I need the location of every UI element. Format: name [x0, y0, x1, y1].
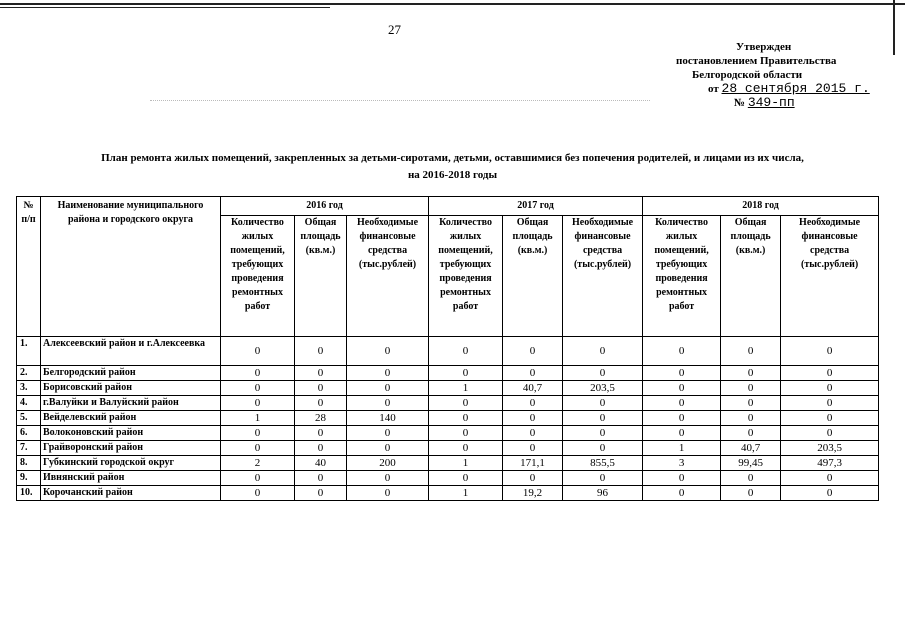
scan-edge-right-line [893, 0, 895, 55]
table-cell-value: 0 [295, 396, 347, 411]
table-cell-value: 203,5 [781, 441, 879, 456]
year-header-2017: 2017 год [429, 197, 643, 216]
table-cell-value: 0 [429, 426, 503, 441]
table-cell-value: 0 [347, 366, 429, 381]
approval-number-value: 349-пп [747, 95, 795, 110]
repair-plan-table [16, 196, 879, 501]
row-number: 4. [17, 396, 41, 411]
sub-header-funds-2017: Необходимые финансовые средства (тыс.рублей) [563, 216, 643, 337]
table-cell-value: 1 [429, 381, 503, 396]
table-cell-value: 0 [721, 411, 781, 426]
sub-header-area-2018: Общая площадь (кв.м.) [721, 216, 781, 337]
faint-dotted-line [150, 100, 650, 102]
approval-line-3: Белгородской области [692, 69, 803, 81]
table-cell-value: 40 [295, 456, 347, 471]
district-name: Алексеевский район и г.Алексеевка [41, 337, 221, 366]
approval-date-prefix: от [708, 83, 719, 95]
district-name: Корочанский район [41, 486, 221, 501]
table-cell-value: 1 [429, 486, 503, 501]
table-cell-value: 0 [347, 381, 429, 396]
table-cell-value: 0 [221, 426, 295, 441]
table-cell-value: 203,5 [563, 381, 643, 396]
row-number: 3. [17, 381, 41, 396]
row-number: 7. [17, 441, 41, 456]
row-number: 10. [17, 486, 41, 501]
table-cell-value: 0 [429, 337, 503, 366]
table-cell-value: 40,7 [503, 381, 563, 396]
table-row [17, 337, 879, 366]
table-cell-value: 0 [781, 337, 879, 366]
table-cell-value: 0 [221, 337, 295, 366]
table-cell-value: 0 [721, 426, 781, 441]
document-title-line-1: План ремонта жилых помещений, закрепленных за детьми-сиротами, детьми, оставшимися без попечения родителей, и лицами из их числа, [101, 152, 804, 164]
table-cell-value: 0 [721, 396, 781, 411]
table-cell-value: 0 [347, 426, 429, 441]
table-cell-value: 0 [221, 396, 295, 411]
table-row [17, 411, 879, 426]
sub-header-count-2016: Количество жилых помещений, требующих проведения ремонтных работ [221, 216, 295, 337]
col-header-name: Наименование муниципального района и городского округа [41, 197, 221, 337]
approval-line-1: Утвержден [736, 41, 792, 53]
year-header-2018: 2018 год [643, 197, 879, 216]
table-cell-value: 0 [643, 366, 721, 381]
table-cell-value: 0 [347, 486, 429, 501]
document-title [30, 150, 875, 184]
scan-edge-top-line [0, 3, 905, 5]
table-cell-value: 497,3 [781, 456, 879, 471]
table-row [17, 471, 879, 486]
table-row [17, 366, 879, 381]
table-cell-value: 0 [643, 396, 721, 411]
table-cell-value: 0 [721, 486, 781, 501]
district-name: Ивнянский район [41, 471, 221, 486]
table-cell-value: 0 [429, 441, 503, 456]
header-row-years [17, 197, 879, 216]
table-cell-value: 140 [347, 411, 429, 426]
table-cell-value: 0 [781, 381, 879, 396]
table-cell-value: 0 [295, 471, 347, 486]
table-cell-value: 0 [221, 441, 295, 456]
table-cell-value: 0 [643, 411, 721, 426]
sub-header-count-2017: Количество жилых помещений, требующих проведения ремонтных работ [429, 216, 503, 337]
table-row [17, 396, 879, 411]
table-cell-value: 0 [503, 471, 563, 486]
table-cell-value: 0 [347, 441, 429, 456]
district-name: г.Валуйки и Валуйский район [41, 396, 221, 411]
sub-header-count-2018: Количество жилых помещений, требующих проведения ремонтных работ [643, 216, 721, 337]
table-cell-value: 0 [563, 411, 643, 426]
table-cell-value: 0 [347, 337, 429, 366]
row-number: 2. [17, 366, 41, 381]
table-cell-value: 2 [221, 456, 295, 471]
table-cell-value: 0 [503, 411, 563, 426]
table-cell-value: 0 [643, 471, 721, 486]
table-cell-value: 0 [781, 426, 879, 441]
table-cell-value: 0 [295, 441, 347, 456]
table-cell-value: 0 [781, 396, 879, 411]
approval-date [650, 82, 890, 96]
table-cell-value: 0 [781, 486, 879, 501]
table-cell-value: 99,45 [721, 456, 781, 471]
table-cell-value: 0 [429, 411, 503, 426]
table-cell-value: 0 [295, 366, 347, 381]
row-number: 1. [17, 337, 41, 366]
table-cell-value: 0 [721, 337, 781, 366]
table-cell-value: 0 [221, 366, 295, 381]
table-cell-value: 171,1 [503, 456, 563, 471]
table-cell-value: 0 [429, 471, 503, 486]
table-cell-value: 0 [643, 337, 721, 366]
table-cell-value: 1 [221, 411, 295, 426]
table-cell-value: 0 [563, 337, 643, 366]
table-cell-value: 1 [643, 441, 721, 456]
table-cell-value: 0 [295, 337, 347, 366]
table-cell-value: 0 [563, 426, 643, 441]
table-cell-value: 0 [643, 381, 721, 396]
row-number: 5. [17, 411, 41, 426]
approval-number [650, 96, 890, 110]
sub-header-area-2017: Общая площадь (кв.м.) [503, 216, 563, 337]
table-cell-value: 0 [563, 396, 643, 411]
table-cell-value: 0 [721, 381, 781, 396]
table-row [17, 456, 879, 471]
table-cell-value: 200 [347, 456, 429, 471]
row-number: 6. [17, 426, 41, 441]
table-cell-value: 0 [503, 441, 563, 456]
district-name: Белгородский район [41, 366, 221, 381]
table-cell-value: 0 [347, 396, 429, 411]
table-cell-value: 3 [643, 456, 721, 471]
approval-block [650, 40, 890, 110]
table-cell-value: 0 [503, 366, 563, 381]
table-cell-value: 0 [295, 486, 347, 501]
table-cell-value: 0 [643, 426, 721, 441]
col-header-num: № п/п [17, 197, 41, 337]
document-title-line-2: на 2016-2018 годы [407, 169, 498, 181]
table-cell-value: 96 [563, 486, 643, 501]
sub-header-area-2016: Общая площадь (кв.м.) [295, 216, 347, 337]
approval-date-value: 28 сентября 2015 г. [721, 81, 870, 96]
sub-header-funds-2016: Необходимые финансовые средства (тыс.рублей) [347, 216, 429, 337]
table-cell-value: 0 [563, 471, 643, 486]
approval-number-prefix: № [734, 97, 746, 109]
district-name: Губкинский городской округ [41, 456, 221, 471]
row-number: 9. [17, 471, 41, 486]
table-cell-value: 0 [781, 471, 879, 486]
district-name: Грайворонский район [41, 441, 221, 456]
table-cell-value: 0 [503, 337, 563, 366]
table-cell-value: 0 [563, 366, 643, 381]
table-cell-value: 0 [721, 366, 781, 381]
table-cell-value: 0 [781, 366, 879, 381]
page-number: 27 [388, 22, 401, 37]
scan-edge-top-line-2 [0, 7, 330, 8]
table-cell-value: 0 [221, 486, 295, 501]
table-cell-value: 0 [643, 486, 721, 501]
table-cell-value: 0 [563, 441, 643, 456]
table-cell-value: 0 [781, 411, 879, 426]
table-cell-value: 0 [295, 381, 347, 396]
table-cell-value: 28 [295, 411, 347, 426]
approval-line-2: постановлением Правительства [676, 55, 837, 67]
table-cell-value: 0 [221, 471, 295, 486]
table-row [17, 426, 879, 441]
table-row [17, 381, 879, 396]
table-cell-value: 40,7 [721, 441, 781, 456]
table-cell-value: 855,5 [563, 456, 643, 471]
table-cell-value: 0 [347, 471, 429, 486]
table-cell-value: 0 [721, 471, 781, 486]
row-number: 8. [17, 456, 41, 471]
table-cell-value: 0 [503, 426, 563, 441]
district-name: Борисовский район [41, 381, 221, 396]
table-cell-value: 0 [503, 396, 563, 411]
table-cell-value: 0 [221, 381, 295, 396]
district-name: Вейделевский район [41, 411, 221, 426]
table-cell-value: 0 [429, 396, 503, 411]
table-cell-value: 0 [295, 426, 347, 441]
table-row [17, 441, 879, 456]
table-cell-value: 19,2 [503, 486, 563, 501]
year-header-2016: 2016 год [221, 197, 429, 216]
table-cell-value: 0 [429, 366, 503, 381]
table-row [17, 486, 879, 501]
table-body [17, 337, 879, 501]
table-cell-value: 1 [429, 456, 503, 471]
sub-header-funds-2018: Необходимые финансовые средства (тыс.рублей) [781, 216, 879, 337]
district-name: Волоконовский район [41, 426, 221, 441]
